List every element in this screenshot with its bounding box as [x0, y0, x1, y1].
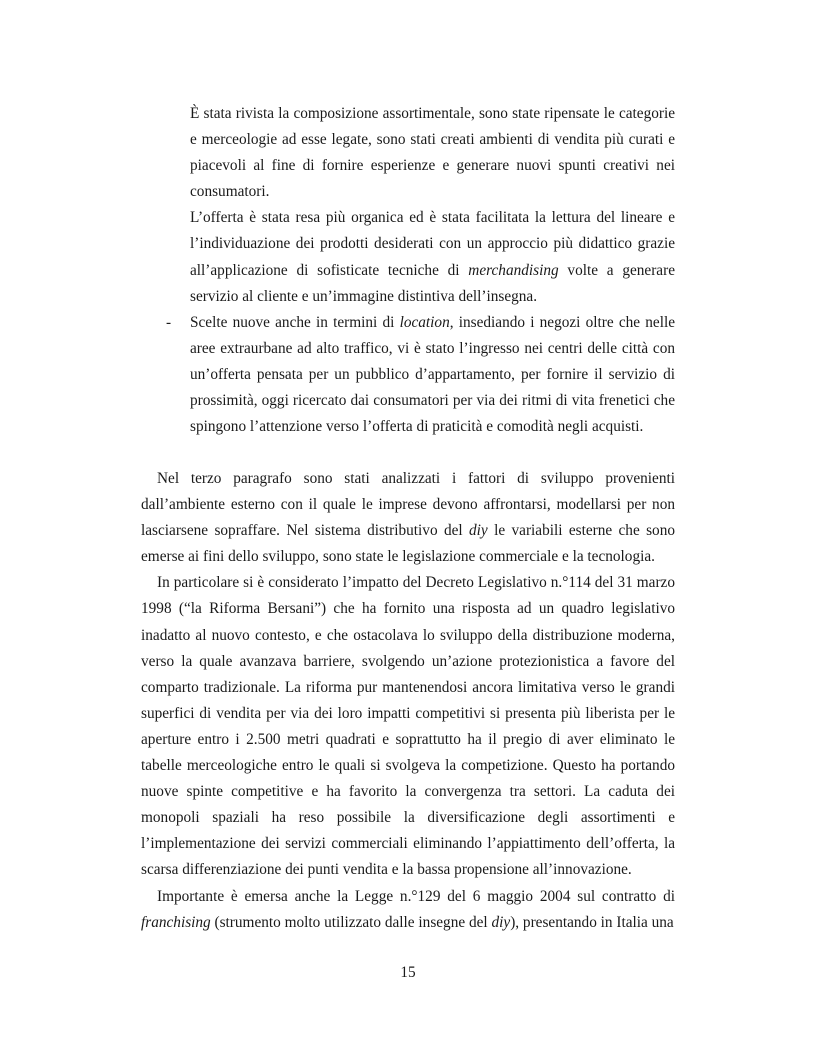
body-text-3a: Importante è emersa anche la Legge n.°129 del 6 maggio 2004 sul contratto di — [157, 887, 675, 905]
term-merchandising: merchandising — [468, 261, 559, 279]
body-text — [141, 466, 675, 936]
term-diy-1: diy — [469, 522, 488, 540]
page-number: 15 — [400, 964, 416, 981]
body-paragraph-1 — [141, 466, 675, 570]
body-paragraph-3 — [141, 884, 675, 936]
bullet-text-2b: volte a generare servizio al cliente e un’immagine distintiva dell’insegna. — [190, 261, 675, 305]
bullet-text-2a: L’offerta è stata resa più organica ed è stata facilitata la lettura del lineare e l’individuazione dei prodotti desiderati con un approccio più didattico grazie all’applicazione di sofisticate tecniche di — [190, 209, 675, 279]
bullet-list — [166, 101, 675, 440]
body-text-2: In particolare si è considerato l’impatto del Decreto Legislativo n.°114 del 31 marzo 1998 (“la Riforma Bersani”) che ha fornito una risposta ad un quadro legislativo inadatto al nuovo contesto, e che ostacolava lo sviluppo della distribuzione moderna, verso la quale avanzava barriere, svolgendo un’azione protezionistica a favore del comparto tradizionale. La riforma pur mantenendosi ancora limitativa verso le grandi superfici di vendita per via dei loro impatti competitivi si presenta più liberista per le aperture entro i 2.500 metri quadrati e soprattutto ha il pregio di aver eliminato le tabelle merceologiche entro le quali si svolgeva la competizione. Questo ha portando nuove spinte competitive e ha favorito la convergenza tra settori. La caduta dei monopoli spaziali ha reso possibile la diversificazione degli assortimenti e l’implementazione dei servizi commerciali eliminando l’appiattimento dell’offerta, la scarsa differenziazione dei punti vendita e la bassa propensione all’innovazione. — [141, 574, 675, 879]
bullet-text-1: È stata rivista la composizione assortimentale, sono state ripensate le categorie e merceologie ad esse legate, sono stati creati ambienti di vendita più curati e piacevoli al fine di fornire esperienze e generare nuovi spunti creativi nei consumatori. — [190, 105, 675, 201]
body-paragraph-2 — [141, 570, 675, 883]
term-diy-2: diy — [491, 913, 511, 931]
bullet-text-3a: Scelte nuove anche in termini di — [190, 313, 400, 331]
term-franchising: franchising — [141, 913, 211, 931]
body-text-1b: le variabili esterne che sono emerse ai fini dello sviluppo, sono state le legislazione commerciale e la tecnologia. — [141, 522, 676, 566]
dash-list-item — [166, 310, 675, 440]
bullet-paragraph-2 — [190, 205, 675, 309]
bullet-text-3b: , insediando i negozi oltre che nelle aree extraurbane ad alto traffico, vi è stato l’ingresso nei centri delle città con un’offerta pensata per un pubblico d’appartamento, per fornire il servizio di prossimità, oggi ricercato dai consumatori per via dei ritmi di vita frenetici che spingono l’attenzione verso l’offerta di praticità e comodità negli acquisti. — [190, 313, 675, 436]
body-text-3b: (strumento molto utilizzato dalle insegne del — [210, 913, 492, 931]
body-text-3c: ), presentando in Italia una — [510, 913, 674, 931]
dash-marker: - — [166, 313, 172, 331]
body-text-1a: Nel terzo paragrafo sono stati analizzati i fattori di sviluppo provenienti dall’ambiente esterno con il quale le imprese devono affrontarsi, modellarsi per non lasciarsene sopraffare. Nel sistema distributivo del — [141, 470, 675, 540]
term-location: location — [399, 313, 450, 331]
bullet-paragraph-1 — [190, 101, 675, 205]
